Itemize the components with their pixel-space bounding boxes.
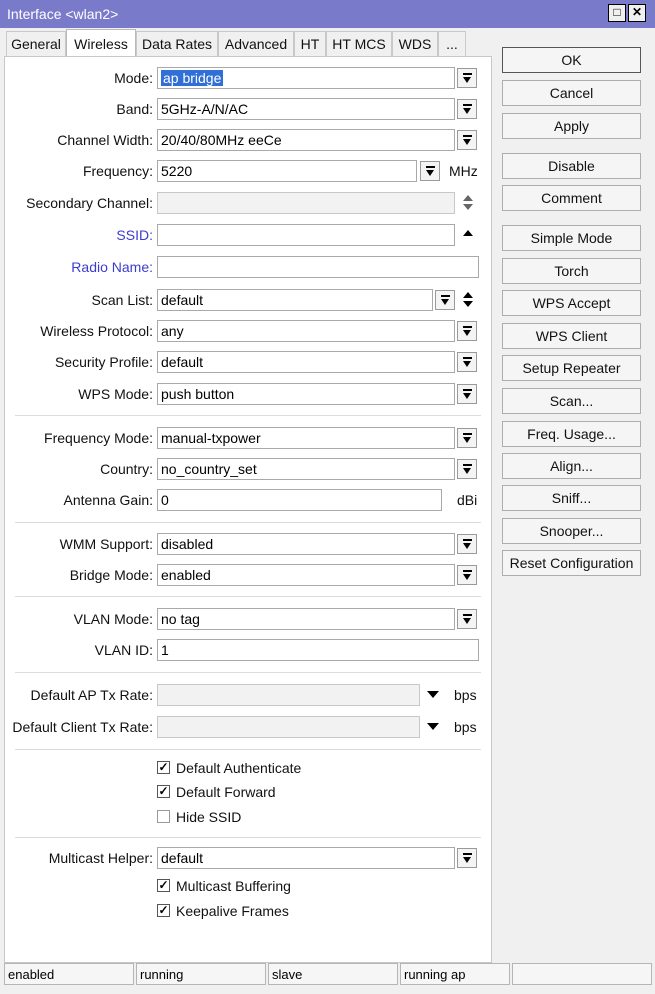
window-title: Interface <wlan2>: [7, 6, 119, 22]
bridge-mode-select[interactable]: enabled: [157, 564, 455, 586]
wmm-support-row: [5, 533, 491, 557]
tab-data-rates[interactable]: Data Rates: [136, 31, 218, 56]
divider: [15, 596, 481, 597]
antenna-gain-row: [5, 489, 491, 513]
tab-ht[interactable]: HT: [294, 31, 326, 56]
vlan-mode-select[interactable]: no tag: [157, 608, 455, 630]
wps-mode-row: [5, 383, 491, 407]
radio-name-input[interactable]: [157, 256, 479, 278]
apply-button[interactable]: Apply: [502, 113, 641, 139]
chevron-down-icon: [426, 170, 434, 176]
chevron-down-icon: [463, 361, 471, 367]
default-forward-checkbox[interactable]: [157, 783, 457, 803]
default-client-tx-rate-row: [5, 716, 491, 740]
divider: [15, 522, 481, 523]
tab-more[interactable]: ...: [438, 31, 466, 56]
checkbox-box[interactable]: ✓: [158, 760, 169, 774]
mode-value: ap bridge: [163, 70, 222, 86]
multicast-buffering-checkbox[interactable]: [157, 877, 457, 897]
band-select[interactable]: 5GHz-A/N/AC: [157, 98, 455, 120]
mode-row: [5, 67, 491, 91]
vlan-id-input[interactable]: 1: [157, 639, 479, 661]
collapse-up-icon[interactable]: [461, 224, 475, 246]
title-bar[interactable]: [0, 0, 655, 28]
divider: [15, 749, 481, 750]
vlan-mode-label: VLAN Mode:: [73, 611, 153, 627]
security-profile-row: [5, 351, 491, 375]
chevron-down-icon: [463, 393, 471, 399]
ssid-label: SSID:: [116, 227, 153, 243]
mode-dropdown-button[interactable]: [457, 68, 477, 88]
bridge-mode-row: [5, 564, 491, 588]
frequency-mode-dropdown-button[interactable]: [457, 428, 477, 448]
wmm-support-label: WMM Support:: [59, 536, 153, 552]
wmm-support-select[interactable]: disabled: [157, 533, 455, 555]
wireless-panel: [4, 56, 492, 963]
chevron-down-icon: [463, 108, 471, 114]
hide-ssid-label: Hide SSID: [176, 809, 242, 825]
default-authenticate-checkbox[interactable]: [157, 759, 457, 779]
multicast-helper-label: Multicast Helper:: [48, 850, 153, 866]
divider: [15, 415, 481, 416]
wps-accept-button[interactable]: WPS Accept: [502, 290, 641, 316]
country-dropdown-button[interactable]: [457, 459, 477, 479]
wmm-support-dropdown-button[interactable]: [457, 534, 477, 554]
comment-button[interactable]: Comment: [502, 185, 641, 211]
status-empty: [512, 963, 652, 985]
divider: [15, 837, 481, 838]
scan-list-dropdown-button[interactable]: [435, 290, 455, 310]
checkbox-box[interactable]: ✓: [158, 784, 169, 798]
vlan-id-row: [5, 639, 491, 663]
ssid-row: [5, 224, 491, 248]
secondary-channel-field[interactable]: [157, 192, 455, 214]
default-ap-tx-rate-label: Default AP Tx Rate:: [30, 687, 153, 703]
dropdown-arrow-icon[interactable]: [427, 723, 439, 730]
frequency-dropdown-button[interactable]: [420, 161, 440, 181]
multicast-buffering-label: Multicast Buffering: [176, 878, 291, 894]
frequency-mode-select[interactable]: manual-txpower: [157, 427, 455, 449]
wps-mode-dropdown-button[interactable]: [457, 384, 477, 404]
wireless-protocol-dropdown-button[interactable]: [457, 321, 477, 341]
country-label: Country:: [100, 461, 153, 477]
vlan-mode-row: [5, 608, 491, 632]
frequency-unit: MHz: [449, 163, 478, 179]
checkbox-box[interactable]: ✓: [158, 903, 169, 917]
security-profile-select[interactable]: default: [157, 351, 455, 373]
tab-advanced[interactable]: Advanced: [218, 31, 294, 56]
default-authenticate-label: Default Authenticate: [176, 760, 302, 776]
status-slave: slave: [268, 963, 398, 985]
chevron-down-icon: [463, 857, 471, 863]
freq-usage-button[interactable]: Freq. Usage...: [502, 421, 641, 447]
default-client-tx-rate-label: Default Client Tx Rate:: [12, 719, 153, 735]
simple-mode-button[interactable]: Simple Mode: [502, 225, 641, 251]
secondary-channel-row: [5, 192, 491, 216]
vlan-id-label: VLAN ID:: [94, 642, 153, 658]
scan-button[interactable]: Scan...: [502, 388, 641, 414]
checkbox-box[interactable]: [157, 810, 170, 823]
vlan-mode-dropdown-button[interactable]: [457, 609, 477, 629]
align-button[interactable]: Align...: [502, 453, 641, 479]
mode-label: Mode:: [114, 70, 153, 86]
cancel-button[interactable]: Cancel: [502, 80, 641, 106]
ok-button[interactable]: OK: [502, 47, 641, 73]
frequency-input[interactable]: 5220: [157, 160, 417, 182]
antenna-gain-unit: dBi: [457, 492, 478, 508]
mode-select[interactable]: [157, 67, 455, 89]
ssid-input[interactable]: [157, 224, 455, 246]
default-ap-tx-rate-row: [5, 684, 491, 708]
status-bar: [4, 963, 652, 987]
frequency-mode-label: Frequency Mode:: [44, 430, 153, 446]
band-label: Band:: [116, 101, 153, 117]
default-client-tx-rate-unit: bps: [454, 719, 477, 735]
keepalive-frames-label: Keepalive Frames: [176, 903, 289, 919]
keepalive-frames-checkbox[interactable]: [157, 902, 457, 922]
multicast-helper-dropdown-button[interactable]: [457, 848, 477, 868]
torch-button[interactable]: Torch: [502, 258, 641, 284]
antenna-gain-input[interactable]: 0: [157, 489, 442, 511]
status-enabled: enabled: [4, 963, 134, 985]
checkbox-box[interactable]: ✓: [158, 878, 169, 892]
reset-configuration-button[interactable]: Reset Configuration: [502, 550, 641, 576]
divider: [15, 672, 481, 673]
radio-name-label: Radio Name:: [71, 259, 153, 275]
scan-list-select[interactable]: default: [157, 289, 433, 311]
default-ap-tx-rate-unit: bps: [454, 687, 477, 703]
tab-general[interactable]: General: [6, 31, 66, 56]
sniff-button[interactable]: Sniff...: [502, 485, 641, 511]
wireless-protocol-select[interactable]: any: [157, 320, 455, 342]
setup-repeater-button[interactable]: Setup Repeater: [502, 355, 641, 381]
country-row: [5, 458, 491, 482]
dropdown-arrow-icon[interactable]: [427, 691, 439, 698]
chevron-down-icon: [441, 299, 449, 305]
multicast-helper-row: [5, 847, 491, 871]
default-ap-tx-rate-input[interactable]: [157, 684, 420, 706]
frequency-mode-row: [5, 427, 491, 451]
status-running: running: [136, 963, 266, 985]
frequency-row: [5, 160, 491, 184]
chevron-down-icon: [463, 77, 471, 83]
band-row: [5, 98, 491, 122]
channel-width-dropdown-button[interactable]: [457, 130, 477, 150]
snooper-button[interactable]: Snooper...: [502, 518, 641, 544]
wps-mode-select[interactable]: push button: [157, 383, 455, 405]
scan-list-label: Scan List:: [91, 292, 153, 308]
chevron-down-icon: [463, 618, 471, 624]
channel-width-row: [5, 129, 491, 153]
frequency-label: Frequency:: [82, 163, 153, 179]
maximize-button[interactable]: □: [608, 4, 626, 22]
bridge-mode-dropdown-button[interactable]: [457, 565, 477, 585]
status-running-ap: running ap: [400, 963, 510, 985]
disable-button[interactable]: Disable: [502, 153, 641, 179]
radio-name-row: [5, 256, 491, 280]
up-down-icon[interactable]: [461, 192, 475, 214]
chevron-down-icon: [463, 468, 471, 474]
default-client-tx-rate-input[interactable]: [157, 716, 420, 738]
wireless-protocol-row: [5, 320, 491, 344]
chevron-down-icon: [463, 437, 471, 443]
up-down-icon[interactable]: [461, 289, 475, 311]
chevron-down-icon: [463, 139, 471, 145]
multicast-helper-select[interactable]: default: [157, 847, 455, 869]
channel-width-label: Channel Width:: [57, 132, 153, 148]
hide-ssid-checkbox[interactable]: [157, 808, 457, 828]
chevron-down-icon: [463, 330, 471, 336]
default-forward-label: Default Forward: [176, 784, 276, 800]
close-button[interactable]: ✕: [628, 4, 646, 22]
tab-wireless[interactable]: Wireless: [66, 29, 136, 56]
wps-client-button[interactable]: WPS Client: [502, 323, 641, 349]
bridge-mode-label: Bridge Mode:: [69, 567, 153, 583]
channel-width-select[interactable]: 20/40/80MHz eeCe: [157, 129, 455, 151]
security-profile-dropdown-button[interactable]: [457, 352, 477, 372]
tab-wds[interactable]: WDS: [392, 31, 438, 56]
country-select[interactable]: no_country_set: [157, 458, 455, 480]
chevron-down-icon: [463, 543, 471, 549]
secondary-channel-label: Secondary Channel:: [26, 195, 153, 211]
antenna-gain-label: Antenna Gain:: [63, 492, 153, 508]
security-profile-label: Security Profile:: [54, 354, 153, 370]
scan-list-row: [5, 289, 491, 313]
tab-ht-mcs[interactable]: HT MCS: [326, 31, 392, 56]
wireless-protocol-label: Wireless Protocol:: [40, 323, 153, 339]
band-dropdown-button[interactable]: [457, 99, 477, 119]
wps-mode-label: WPS Mode:: [78, 386, 153, 402]
chevron-down-icon: [463, 574, 471, 580]
